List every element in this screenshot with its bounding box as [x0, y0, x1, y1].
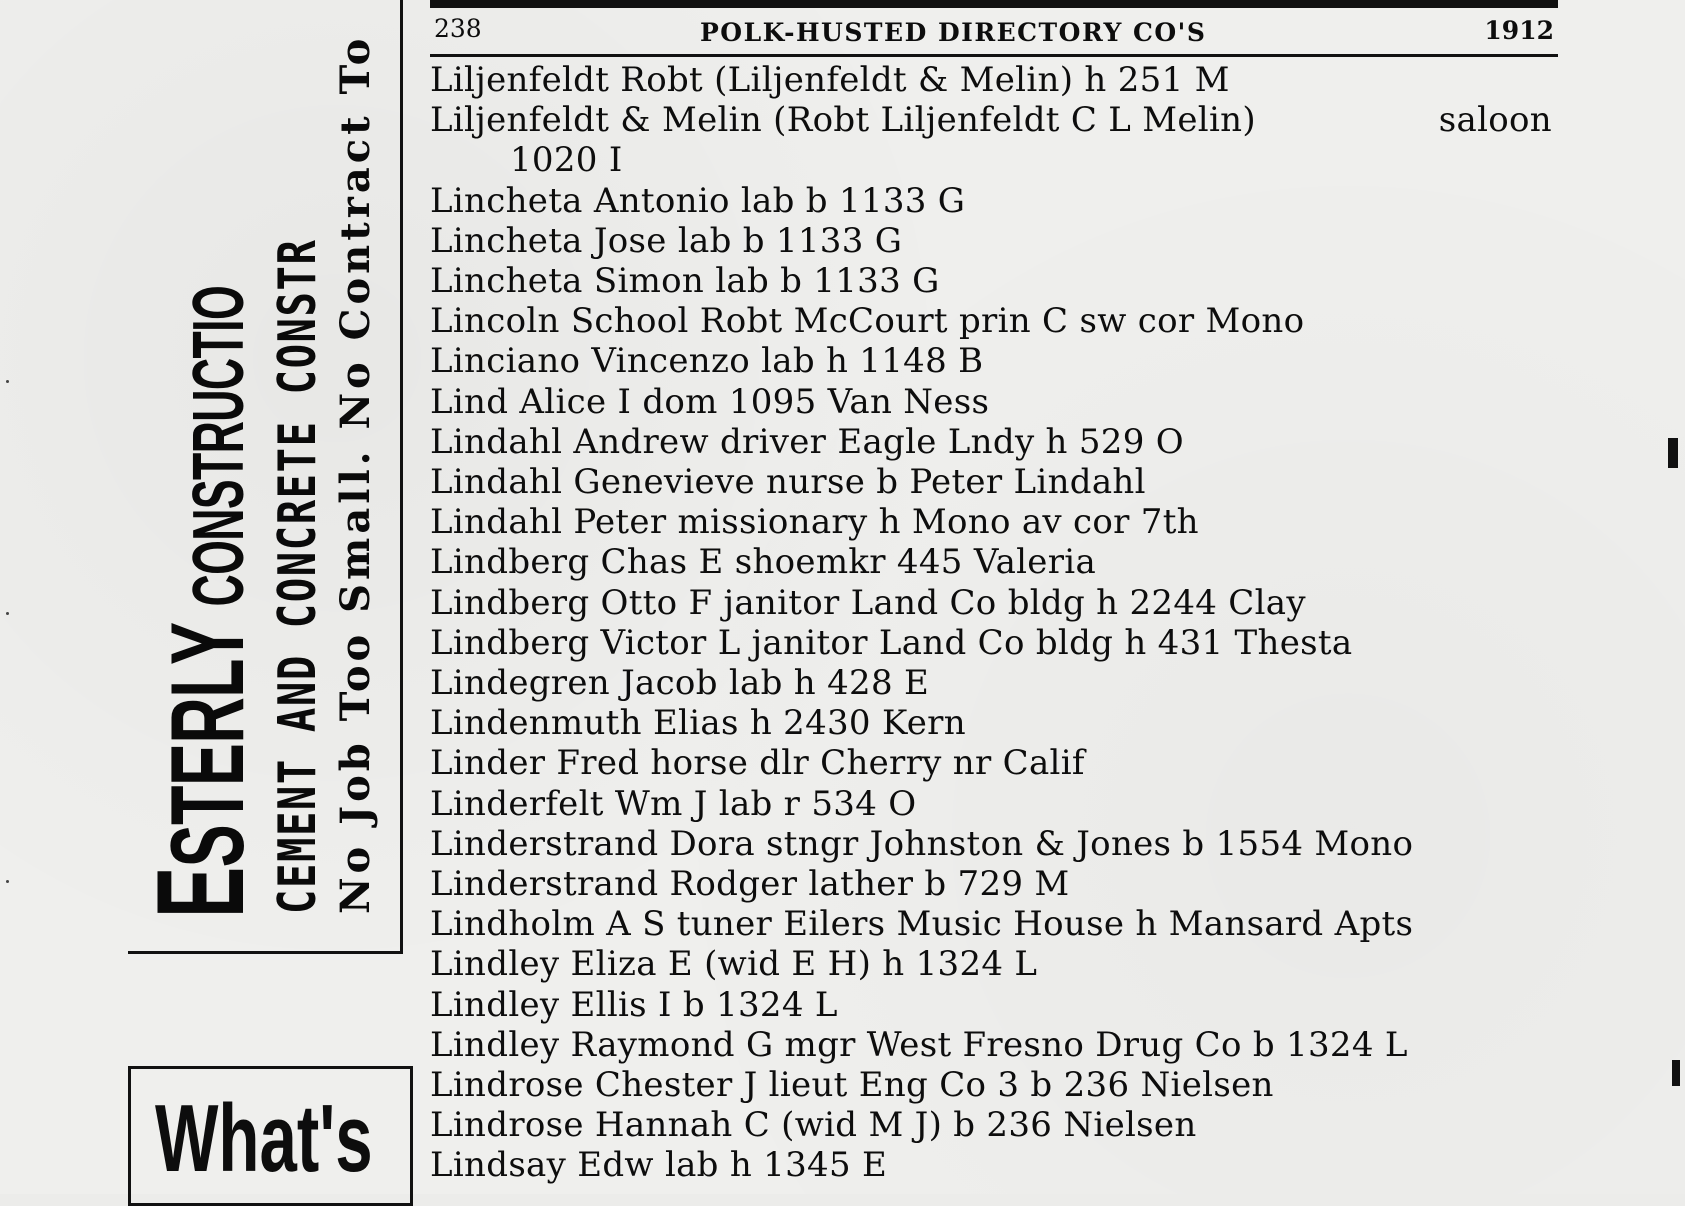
ad-headline-tail: CONSTRUCTIO [179, 285, 259, 607]
list-item: Lindahl Genevieve nurse b Peter Lindahl [430, 462, 1146, 503]
list-item: Lindegren Jacob lab h 428 E [430, 663, 930, 704]
year: 1912 [1484, 16, 1554, 45]
list-item: Lindley Ellis I b 1324 L [430, 984, 838, 1025]
edge-mark [1668, 438, 1678, 468]
scan-mark [6, 880, 9, 883]
list-item: Lincheta Jose lab b 1133 G [430, 220, 903, 261]
list-item: Lindley Raymond G mgr West Fresno Drug Co b 1324 L [430, 1024, 1408, 1065]
scan-mark [6, 380, 9, 383]
header-rule [430, 54, 1558, 57]
advertisement-whats [128, 1066, 413, 1206]
list-item: Liljenfeldt Robt (Liljenfeldt & Melin) h 251 M [430, 60, 1230, 100]
list-item: Lindahl Andrew driver Eagle Lndy h 529 O [430, 421, 1184, 462]
list-item: Lind Alice I dom 1095 Van Ness [430, 381, 990, 422]
list-item: Lindahl Peter missionary h Mono av cor 7th [430, 502, 1199, 543]
ad-headline-initial: E [132, 867, 270, 918]
list-item: Lindsay Edw lab h 1345 E [430, 1145, 888, 1186]
header-top-rule [430, 0, 1558, 8]
list-item: Lindley Eliza E (wid E H) h 1324 L [430, 944, 1038, 985]
running-head: POLK-HUSTED DIRECTORY CO'S [700, 18, 1207, 47]
page-number: 238 [434, 14, 482, 43]
list-item: Lincheta Antonio lab b 1133 G [430, 180, 966, 221]
list-item: Lindrose Chester J lieut Eng Co 3 b 236 Nielsen [430, 1065, 1274, 1106]
scan-mark [6, 612, 9, 615]
directory-listing [430, 60, 1560, 1186]
list-item: Linciano Vincenzo lab h 1148 B [430, 341, 984, 382]
list-item: Lindberg Otto F janitor Land Co bldg h 2244 Clay [430, 582, 1306, 623]
list-item: Lincheta Simon lab b 1133 G [430, 261, 940, 302]
list-item: Linder Fred horse dlr Cherry nr Calif [430, 743, 1085, 784]
list-item: Linderstrand Rodger lather b 729 M [430, 864, 1070, 905]
list-item-text-end: saloon [1438, 100, 1552, 141]
list-item: Linderfelt Wm J lab r 534 O [430, 783, 917, 824]
list-item: Lindberg Victor L janitor Land Co bldg h 431 Thesta [430, 622, 1353, 663]
list-item [430, 100, 1552, 140]
advertisement-esterly-construction [128, 0, 403, 954]
page-header [430, 0, 1558, 58]
ad-headline [132, 285, 274, 918]
list-item: Lindrose Hannah C (wid M J) b 236 Nielsen [430, 1105, 1197, 1146]
ad-whats-text: What's [155, 1085, 373, 1192]
ad-subheadline: CEMENT AND CONCRETE CONSTR [268, 238, 328, 914]
ad-tagline: No Job Too Small. No Contract To [332, 34, 379, 914]
list-item: Linderstrand Dora stngr Johnston & Jones b 1554 Mono [430, 823, 1414, 864]
list-item-text: Liljenfeldt & Melin (Robt Liljenfeldt C L Melin) [430, 100, 1256, 141]
ad-headline-name: STERLY [150, 623, 266, 868]
list-item: Lindenmuth Elias h 2430 Kern [430, 703, 966, 744]
list-item: Lindberg Chas E shoemkr 445 Valeria [430, 542, 1097, 583]
edge-mark [1672, 1060, 1680, 1086]
list-item: Lindholm A S tuner Eilers Music House h Mansard Apts [430, 904, 1414, 945]
left-margin [0, 0, 130, 1194]
list-item: Lincoln School Robt McCourt prin C sw cor Mono [430, 301, 1305, 342]
list-item-continuation: 1020 I [510, 140, 623, 181]
